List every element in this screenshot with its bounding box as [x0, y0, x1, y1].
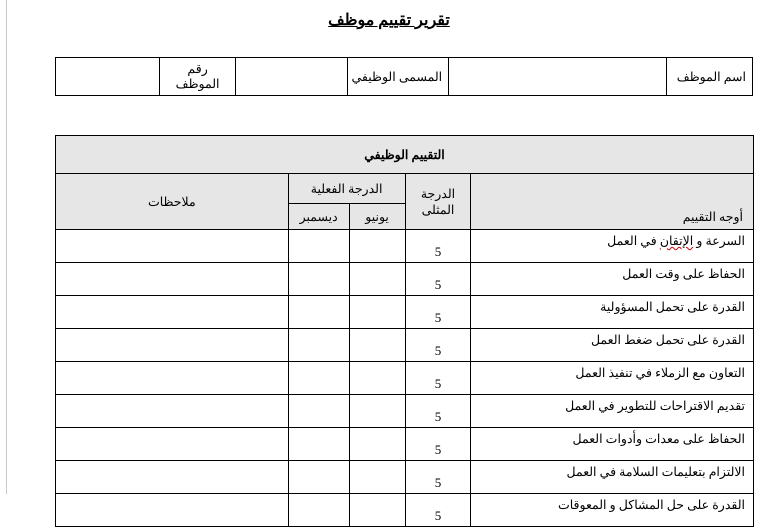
notes-cell[interactable]	[56, 362, 289, 395]
ideal-score-cell: 5	[405, 296, 471, 329]
june-score-cell[interactable]	[349, 296, 405, 329]
ideal-score-cell: 5	[405, 362, 471, 395]
december-score-cell[interactable]	[288, 263, 349, 296]
june-score-cell[interactable]	[349, 494, 405, 527]
evaluation-section-title: التقييم الوظيفي	[56, 136, 754, 174]
evaluation-row	[56, 263, 754, 296]
ideal-score-cell: 5	[405, 395, 471, 428]
document-title	[0, 10, 778, 30]
ideal-score-cell: 5	[405, 428, 471, 461]
notes-cell[interactable]	[56, 428, 289, 461]
december-score-cell[interactable]	[288, 329, 349, 362]
evaluation-row	[56, 395, 754, 428]
criterion-cell: القدرة على تحمل المسؤولية	[471, 296, 754, 329]
criteria-column-header: أوجه التقييم	[471, 174, 754, 230]
june-score-cell[interactable]	[349, 263, 405, 296]
evaluation-band-row	[56, 136, 754, 174]
december-score-cell[interactable]	[288, 428, 349, 461]
criterion-text-part1: السرعة و	[693, 234, 745, 248]
evaluation-row	[56, 494, 754, 527]
criterion-cell: القدرة على تحمل ضغط العمل	[471, 329, 754, 362]
ideal-score-column-header	[405, 174, 471, 230]
actual-score-column-header: الدرجة الفعلية	[288, 174, 405, 204]
criterion-cell: الحفاظ على وقت العمل	[471, 263, 754, 296]
employee-number-label	[160, 58, 235, 96]
december-score-cell[interactable]	[288, 461, 349, 494]
notes-cell[interactable]	[56, 494, 289, 527]
june-score-cell[interactable]	[349, 329, 405, 362]
evaluation-row	[56, 230, 754, 263]
december-score-cell[interactable]	[288, 395, 349, 428]
ideal-score-cell: 5	[405, 461, 471, 494]
page-left-edge	[6, 0, 7, 494]
employee-info-table	[55, 57, 753, 96]
spellcheck-flagged-word: الإتقان	[659, 234, 694, 248]
ideal-score-header-line1: الدرجة	[420, 186, 456, 201]
notes-cell[interactable]	[56, 395, 289, 428]
criterion-text-part2: في العمل	[607, 234, 660, 248]
ideal-score-header-line2: المثلى	[421, 202, 455, 217]
criterion-cell: الحفاظ على معدات وأدوات العمل	[471, 428, 754, 461]
june-column-header: يونيو	[349, 204, 405, 230]
notes-cell[interactable]	[56, 329, 289, 362]
ideal-score-cell: 5	[405, 230, 471, 263]
evaluation-row	[56, 461, 754, 494]
employee-name-field[interactable]	[449, 58, 666, 96]
june-score-cell[interactable]	[349, 428, 405, 461]
june-score-cell[interactable]	[349, 362, 405, 395]
evaluation-table	[55, 135, 754, 527]
december-score-cell[interactable]	[288, 494, 349, 527]
evaluation-row	[56, 296, 754, 329]
criterion-cell: تقديم الاقتراحات للتطوير في العمل	[471, 395, 754, 428]
evaluation-row	[56, 428, 754, 461]
evaluation-header-row-1	[56, 174, 754, 204]
june-score-cell[interactable]	[349, 230, 405, 263]
june-score-cell[interactable]	[349, 395, 405, 428]
job-title-field[interactable]	[235, 58, 347, 96]
employee-info-row	[56, 58, 753, 96]
employee-number-label-line1: رقم	[187, 61, 208, 76]
ideal-score-cell: 5	[405, 494, 471, 527]
ideal-score-cell: 5	[405, 263, 471, 296]
evaluation-row	[56, 329, 754, 362]
criterion-cell	[471, 230, 754, 263]
employee-number-field[interactable]	[56, 58, 160, 96]
criterion-cell: التعاون مع الزملاء في تنفيذ العمل	[471, 362, 754, 395]
document-title-text: تقرير تقييم موظف	[328, 12, 450, 29]
employee-number-label-line2: الموظف	[175, 76, 220, 91]
notes-cell[interactable]	[56, 296, 289, 329]
criterion-cell: الالتزام بتعليمات السلامة في العمل	[471, 461, 754, 494]
december-column-header: ديسمبر	[288, 204, 349, 230]
ideal-score-cell: 5	[405, 329, 471, 362]
criterion-cell: القدرة على حل المشاكل و المعوقات	[471, 494, 754, 527]
notes-cell[interactable]	[56, 263, 289, 296]
notes-cell[interactable]	[56, 461, 289, 494]
notes-cell[interactable]	[56, 230, 289, 263]
december-score-cell[interactable]	[288, 362, 349, 395]
notes-column-header: ملاحظات	[56, 174, 289, 230]
evaluation-row	[56, 362, 754, 395]
december-score-cell[interactable]	[288, 296, 349, 329]
employee-name-label: اسم الموظف	[666, 58, 752, 96]
december-score-cell[interactable]	[288, 230, 349, 263]
job-title-label: المسمى الوظيفي	[347, 58, 448, 96]
june-score-cell[interactable]	[349, 461, 405, 494]
